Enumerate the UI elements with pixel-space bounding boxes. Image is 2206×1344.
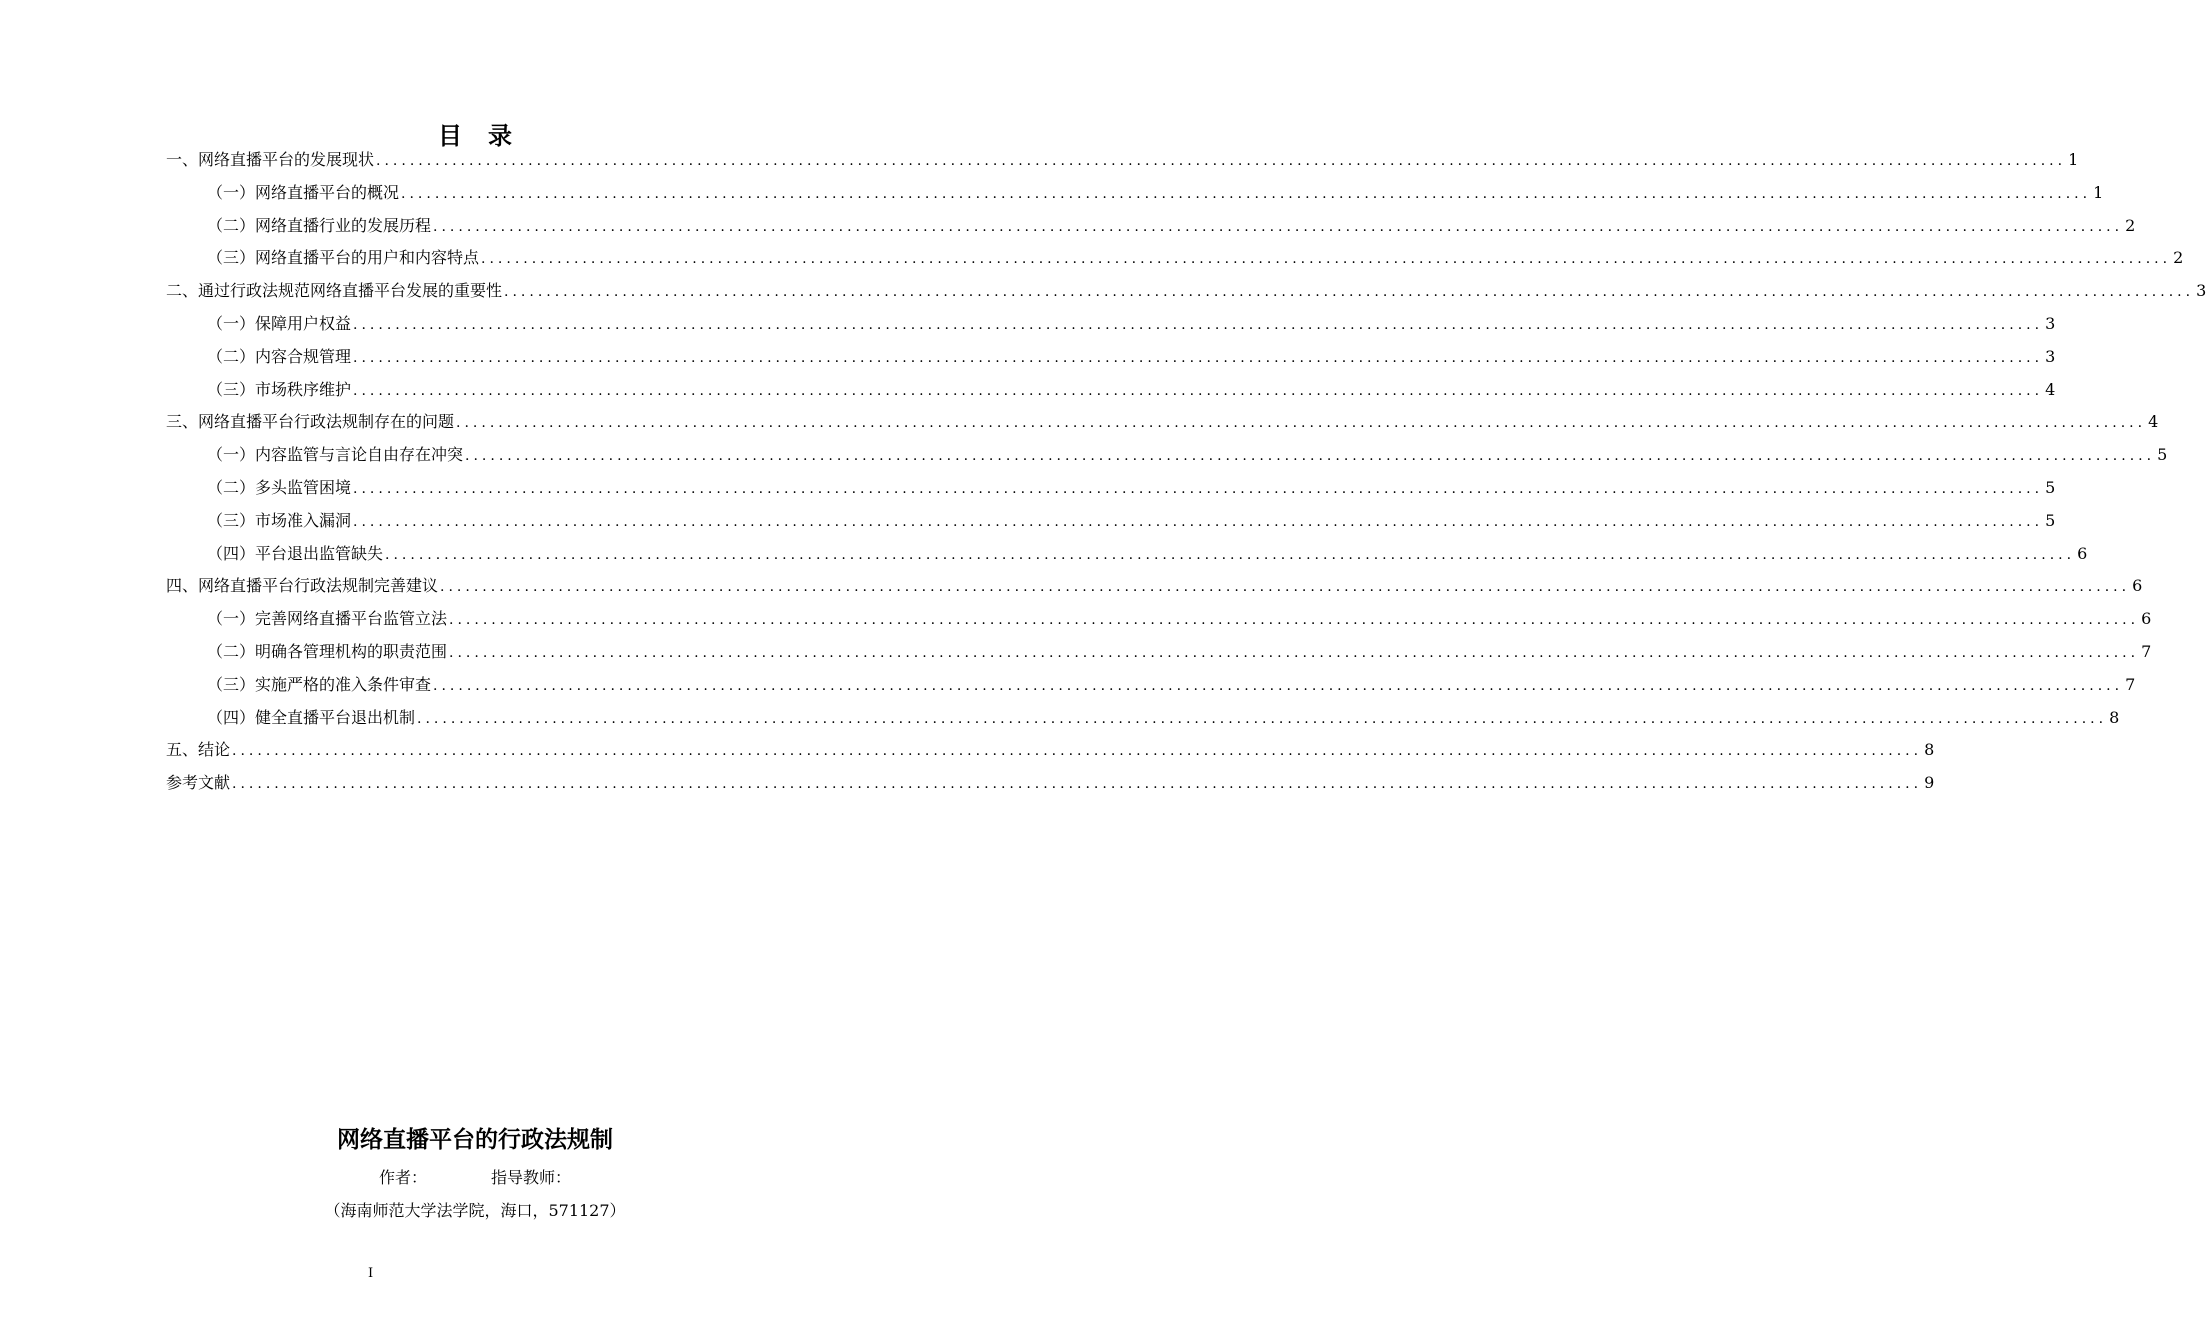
toc-entry-text: 四、网络直播平台行政法规制完善建议 bbox=[166, 576, 439, 596]
toc-leader-dots: ........................................................................................................................................................................................................ bbox=[417, 710, 2108, 727]
author-label: 作者： bbox=[378, 1168, 427, 1187]
toc-entry[interactable] bbox=[166, 603, 2152, 636]
toc-entry-text: （一）完善网络直播平台监管立法 bbox=[207, 609, 448, 629]
paper-title: 网络直播平台的行政法规制 bbox=[337, 1126, 613, 1153]
toc-entry-page: 5 bbox=[2045, 477, 2056, 497]
toc-entry-text: （四）平台退出监管缺失 bbox=[207, 543, 384, 563]
toc-entry-text: （二）网络直播行业的发展历程 bbox=[207, 215, 432, 235]
toc-entry-page: 8 bbox=[2109, 707, 2120, 727]
toc-leader-dots: ........................................................................................................................................................................................................ bbox=[353, 316, 2044, 333]
toc-entry-text: 一、网络直播平台的发展现状 bbox=[166, 150, 375, 169]
page-number: I bbox=[368, 1266, 374, 1281]
toc-entry-text: （一）保障用户权益 bbox=[207, 313, 352, 333]
toc-entry-page: 7 bbox=[2141, 641, 2152, 661]
toc-leader-dots: ........................................................................................................................................................................................................ bbox=[232, 743, 1923, 760]
toc-leader-dots: ........................................................................................................................................................................................................ bbox=[401, 185, 2092, 202]
toc-entry-text: （二）明确各管理机构的职责范围 bbox=[207, 641, 448, 661]
toc-entry[interactable] bbox=[166, 308, 2056, 341]
toc-entry-text: （二）多头监管困境 bbox=[207, 477, 352, 497]
toc-entry[interactable] bbox=[166, 374, 2056, 407]
toc-entry[interactable] bbox=[166, 570, 2143, 603]
toc-leader-dots: ........................................................................................................................................................................................................ bbox=[353, 480, 2044, 497]
toc-entry[interactable] bbox=[166, 472, 2056, 505]
toc-entry-page: 3 bbox=[2196, 281, 2206, 301]
toc-entry[interactable] bbox=[166, 341, 2056, 374]
toc-entry-text: （四）健全直播平台退出机制 bbox=[207, 707, 416, 727]
toc-entry-page: 4 bbox=[2045, 379, 2056, 399]
author-line bbox=[0, 1165, 950, 1188]
toc-entry-page: 4 bbox=[2148, 412, 2159, 432]
toc-leader-dots: ........................................................................................................................................................................................................ bbox=[440, 579, 2131, 596]
toc-leader-dots: ........................................................................................................................................................................................................ bbox=[353, 349, 2044, 366]
toc-entry-page: 3 bbox=[2045, 313, 2056, 333]
toc-entry[interactable] bbox=[166, 505, 2056, 538]
toc-entry[interactable] bbox=[166, 242, 2184, 275]
toc-entry-page: 8 bbox=[1924, 740, 1935, 760]
toc-leader-dots: ........................................................................................................................................................................................................ bbox=[433, 218, 2124, 235]
toc-entry-page: 5 bbox=[2157, 445, 2168, 465]
toc-leader-dots: ........................................................................................................................................................................................................ bbox=[376, 153, 2067, 169]
toc-entry[interactable] bbox=[166, 210, 2136, 243]
toc-entry[interactable] bbox=[166, 767, 1935, 800]
toc-entry-page: 2 bbox=[2125, 215, 2136, 235]
toc-leader-dots: ........................................................................................................................................................................................................ bbox=[449, 644, 2140, 661]
toc-entry-text: （三）实施严格的准入条件审查 bbox=[207, 674, 432, 694]
toc-entry-text: 三、网络直播平台行政法规制存在的问题 bbox=[166, 412, 455, 432]
toc-leader-dots: ........................................................................................................................................................................................................ bbox=[353, 382, 2044, 399]
toc-leader-dots: ........................................................................................................................................................................................................ bbox=[481, 251, 2172, 268]
toc-entry-page: 1 bbox=[2093, 182, 2104, 202]
toc-entry-text: （一）网络直播平台的概况 bbox=[207, 182, 400, 202]
toc-leader-dots: ........................................................................................................................................................................................................ bbox=[465, 448, 2156, 465]
toc-entry-text: 二、通过行政法规范网络直播平台发展的重要性 bbox=[166, 281, 503, 301]
toc-entry-text: （二）内容合规管理 bbox=[207, 346, 352, 366]
toc-entry[interactable] bbox=[166, 177, 2104, 210]
toc-leader-dots: ........................................................................................................................................................................................................ bbox=[456, 415, 2147, 432]
toc-entry-page: 9 bbox=[1924, 773, 1935, 793]
toc-entry[interactable] bbox=[166, 734, 1935, 767]
toc-entry[interactable] bbox=[166, 636, 2152, 669]
toc-leader-dots: ........................................................................................................................................................................................................ bbox=[385, 546, 2076, 563]
toc-entry[interactable] bbox=[166, 669, 2136, 702]
toc-entry-page: 5 bbox=[2045, 510, 2056, 530]
toc-entry-text: （三）网络直播平台的用户和内容特点 bbox=[207, 248, 480, 268]
toc-entry-text: 五、结论 bbox=[166, 740, 231, 760]
toc-entry-page: 6 bbox=[2141, 609, 2152, 629]
toc-entry-text: （三）市场秩序维护 bbox=[207, 379, 352, 399]
toc-leader-dots: ........................................................................................................................................................................................................ bbox=[504, 284, 2195, 301]
toc-leader-dots: ........................................................................................................................................................................................................ bbox=[232, 776, 1923, 793]
affiliation: （海南师范大学法学院，海口，571127） bbox=[324, 1201, 626, 1220]
toc-entry-text: （三）市场准入漏洞 bbox=[207, 510, 352, 530]
toc-entry-page: 6 bbox=[2077, 543, 2088, 563]
table-of-contents bbox=[166, 144, 2206, 800]
toc-title-first: 目 bbox=[438, 121, 462, 150]
toc-leader-dots: ........................................................................................................................................................................................................ bbox=[353, 513, 2044, 530]
toc-entry[interactable] bbox=[166, 144, 2079, 177]
toc-entry-page: 7 bbox=[2125, 674, 2136, 694]
toc-leader-dots: ........................................................................................................................................................................................................ bbox=[449, 612, 2140, 629]
toc-entry[interactable] bbox=[166, 439, 2168, 472]
advisor-label: 指导教师： bbox=[491, 1168, 572, 1187]
toc-title-second: 录 bbox=[488, 121, 512, 150]
toc-entry-text: （一）内容监管与言论自由存在冲突 bbox=[207, 445, 464, 465]
toc-entry-page: 1 bbox=[2068, 150, 2079, 169]
toc-entry[interactable] bbox=[166, 702, 2120, 735]
toc-entry[interactable] bbox=[166, 406, 2159, 439]
toc-entry-text: 参考文献 bbox=[166, 773, 231, 793]
toc-leader-dots: ........................................................................................................................................................................................................ bbox=[433, 677, 2124, 694]
toc-entry-page: 6 bbox=[2132, 576, 2143, 596]
toc-entry-page: 2 bbox=[2173, 248, 2184, 268]
toc-entry-page: 3 bbox=[2045, 346, 2056, 366]
toc-entry[interactable] bbox=[166, 538, 2088, 571]
toc-entry[interactable] bbox=[166, 275, 2206, 308]
